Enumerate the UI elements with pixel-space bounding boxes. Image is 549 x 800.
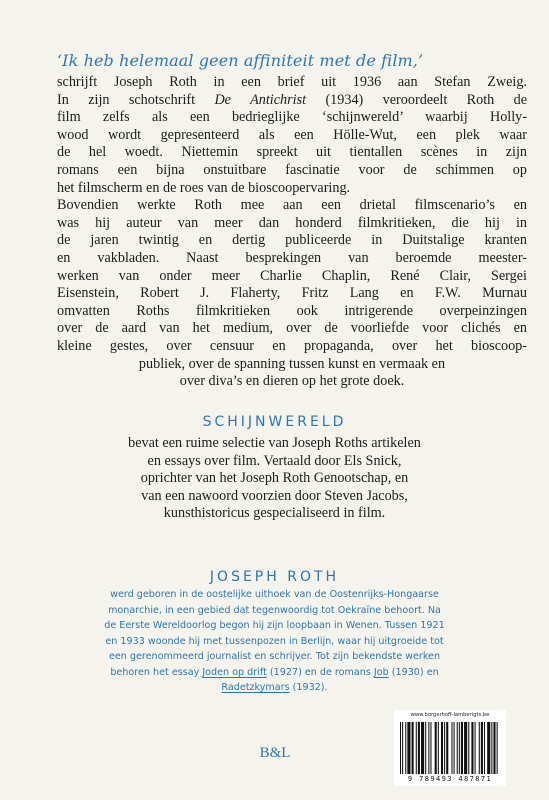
bio-line: en 1933 woonde hij met tussenpozen in Berlijn, waar hij uitgroeide tot	[105, 635, 444, 647]
author-heading: JOSEPH ROTH	[209, 569, 340, 585]
barcode-bar	[497, 722, 498, 774]
barcode-bar	[428, 722, 429, 774]
work-radetzkymars: Radetzkymars	[221, 682, 290, 693]
publisher-url: www.borgerhoff-lamberigts.be	[410, 712, 490, 718]
intro-line: publiek, over de spanning tussen kunst en vermaak en	[138, 355, 446, 372]
intro-line: wood wordt gepresenteerd als een Hölle-Wut, een plek waar	[57, 126, 527, 143]
bio-line: werd geboren in de oostelijke uithoek van de Oostenrijks-Hongaarse	[110, 589, 439, 600]
barcode-bar	[487, 722, 490, 774]
work-job: Job	[373, 666, 389, 678]
barcode-bar	[416, 722, 417, 774]
intro-line: het filmscherm en de roes van de bioscoopervaring.	[57, 179, 351, 196]
intro-line: Eisenstein, Robert J. Flaherty, Fritz Lang en F.W. Murnau	[57, 285, 527, 302]
barcode-bar	[402, 722, 403, 774]
book-description-line: van een nawoord voorzien door Steven Jacobs,	[141, 487, 408, 504]
book-description-line: bevat een ruime selectie van Joseph Roths artikelen	[128, 435, 421, 451]
work-joden-op-drift: Joden op drift	[202, 666, 267, 678]
barcode-icon	[400, 722, 500, 774]
barcode-bar	[479, 722, 480, 774]
barcode-bar	[457, 722, 458, 774]
intro-paragraph	[57, 74, 527, 391]
barcode-bar	[405, 722, 406, 774]
publisher-logo: B&L	[259, 745, 291, 761]
isbn-digits: 9 789493 487871	[407, 775, 493, 783]
barcode-bar	[444, 722, 445, 774]
barcode-bar	[484, 722, 485, 774]
barcode-bar	[464, 722, 467, 774]
barcode-bar	[468, 722, 469, 774]
barcode-bar	[438, 722, 439, 774]
barcode-bar	[412, 722, 414, 774]
barcode-bar	[441, 722, 443, 774]
book-title-antichrist: De Antichrist	[214, 91, 307, 108]
intro-line: omvatten Roths filmkritieken ook intrigerende overpeinzingen	[57, 302, 527, 319]
bio-line: monarchie, in een gebied dat tegenwoordig tot Oekraïne behoort. Na	[108, 604, 441, 616]
bio-line: een gerenommeerd journalist en schrijver. Tot zijn bekendste werken	[108, 651, 441, 662]
intro-line: In zijn schotschrift De Antichrist (1934) veroordeelt Roth de	[57, 91, 528, 108]
barcode-bar	[461, 722, 463, 774]
barcode-bar	[471, 722, 473, 774]
barcode-bar	[421, 722, 424, 774]
intro-line: de hel woedt. Niettemin spreekt uit tientallen scènes in zijn	[57, 144, 527, 161]
barcode-bar	[475, 722, 476, 774]
book-description	[0, 435, 549, 523]
barcode-bar	[459, 722, 460, 774]
barcode-bar	[481, 722, 483, 774]
book-title-heading: SCHIJNWERELD	[202, 414, 347, 430]
barcode-bar	[435, 722, 437, 774]
barcode-bar	[407, 722, 410, 774]
book-description-line: kunsthistoricus gespecialiseerd in film.	[163, 505, 386, 522]
bio-line: behoren het essay Joden op drift (1927) en de romans Job (1930) en	[110, 666, 439, 678]
barcode-label	[394, 710, 506, 786]
intro-line: was hij auteur van meer dan honderd filmkritieken, die hij in	[57, 214, 527, 231]
opening-quote: ‘Ik heb helemaal geen affiniteit met de film,’	[57, 51, 424, 70]
bio-line: de Eerste Wereldoorlog begon hij zijn loopbaan in Wenen. Tussen 1921	[104, 620, 445, 631]
intro-line: romans een bijna onstuitbare fascinatie voor de schimmen op	[57, 161, 527, 178]
intro-line: schrijft Joseph Roth in een brief uit 1936 aan Stefan Zweig.	[57, 74, 527, 90]
intro-line: over de aard van het medium, over de voorliefde voor clichés en	[57, 320, 527, 337]
author-bio	[0, 587, 549, 696]
bio-line: Radetzkymars (1932).	[221, 682, 328, 693]
barcode-bar	[430, 722, 431, 774]
intro-line: over diva’s en dieren op het grote doek.	[179, 373, 405, 390]
book-description-line: oprichter van het Joseph Roth Genootschap, en	[140, 470, 409, 487]
book-description-line: en essays over film. Vertaald door Els Snick,	[147, 452, 402, 469]
intro-line: kleine gestes, over censuur en propaganda, over het bioscoop-	[57, 337, 527, 354]
intro-line: Bovendien werkte Roth mee aan een drietal filmscenario’s en	[57, 197, 527, 214]
barcode-bar	[493, 722, 495, 774]
barcode-bar	[425, 722, 426, 774]
barcode-bar	[418, 722, 420, 774]
intro-line: film zelfs als een bedrieglijke ‘schijnwereld’ waarbij Holly-	[57, 109, 527, 126]
intro-line: werken van onder meer Charlie Chaplin, René Clair, Sergei	[57, 267, 527, 284]
barcode-bar	[451, 722, 452, 774]
intro-line: de jaren twintig en dertig publiceerde in Duitstalige kranten	[57, 232, 527, 249]
barcode-bar	[446, 722, 448, 774]
barcode-bar	[491, 722, 492, 774]
barcode-bar	[400, 722, 401, 774]
barcode-bar	[454, 722, 455, 774]
intro-line: en vakbladen. Naast besprekingen van beroemde meester-	[57, 249, 527, 266]
